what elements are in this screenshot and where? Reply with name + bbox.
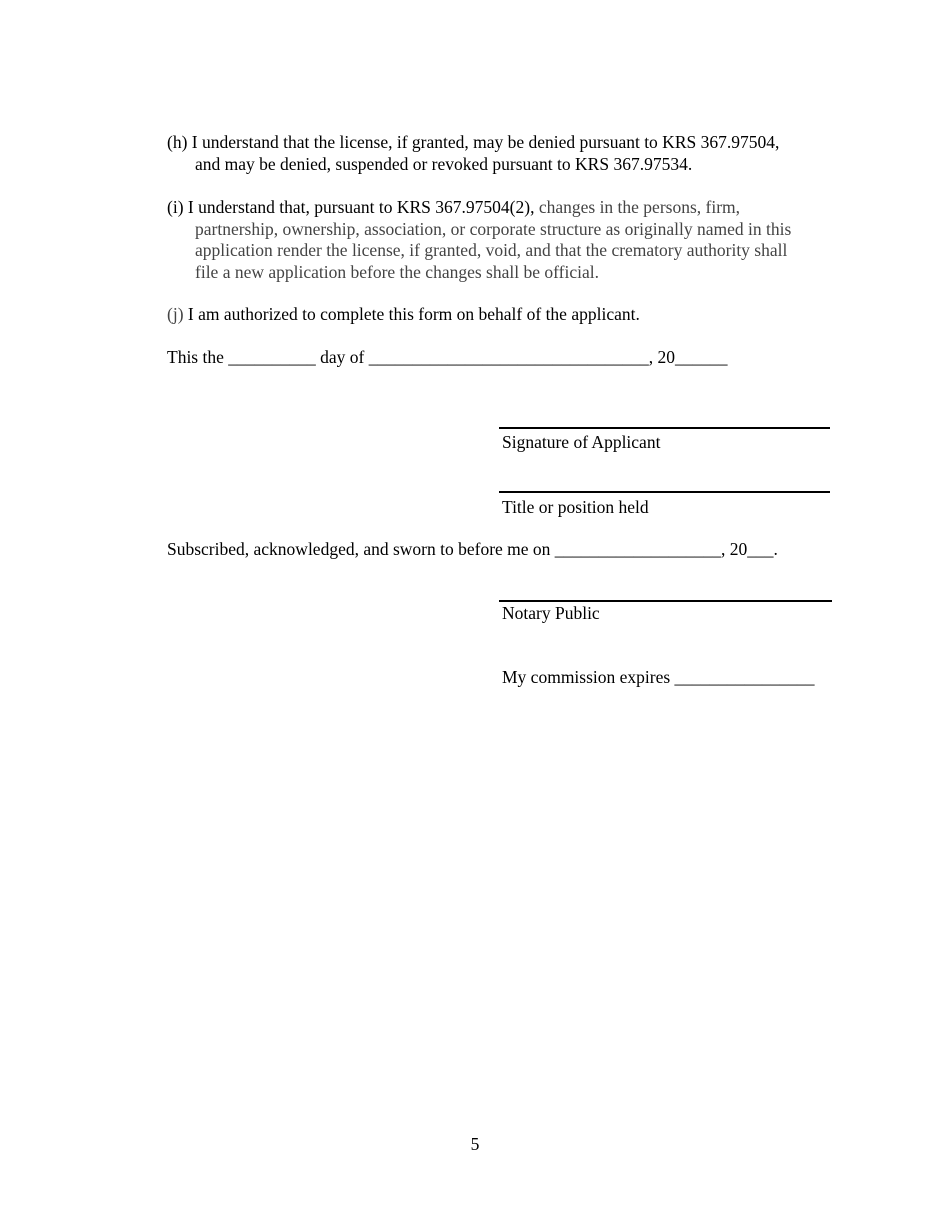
item-h-line-2: and may be denied, suspended or revoked pursuant to KRS 367.97534. bbox=[195, 153, 693, 174]
item-j-prefix: (j) bbox=[167, 304, 184, 324]
item-i-line-1-start: (i) I understand that, pursuant to KRS 367.97504(2), bbox=[167, 197, 535, 217]
item-i-line-3: application render the license, if granted, void, and that the crematory authority shall bbox=[195, 240, 788, 260]
item-j-text: I am authorized to complete this form on behalf of the applicant. bbox=[183, 304, 640, 324]
page-number: 5 bbox=[470, 1134, 480, 1154]
commission-expires-line[interactable]: My commission expires ________________ bbox=[502, 667, 815, 687]
date-line[interactable]: This the __________ day of ________________________________, 20______ bbox=[167, 347, 728, 367]
item-i-line-1-end: changes in the persons, firm, bbox=[534, 197, 741, 217]
item-j-line bbox=[167, 304, 837, 326]
sworn-line[interactable]: Subscribed, acknowledged, and sworn to before me on ___________________, 20___. bbox=[167, 539, 778, 559]
notary-public-label: Notary Public bbox=[502, 603, 600, 623]
notary-signature-rule[interactable] bbox=[499, 600, 832, 602]
item-i-line-4: file a new application before the changes shall be official. bbox=[195, 261, 599, 282]
item-i-line-1 bbox=[167, 197, 837, 219]
item-h-line-1: (h) I understand that the license, if granted, may be denied pursuant to KRS 367.97504, bbox=[167, 132, 780, 152]
item-i bbox=[167, 197, 837, 283]
item-i-line-2: partnership, ownership, association, or corporate structure as originally named in this bbox=[195, 218, 792, 239]
item-h bbox=[167, 132, 837, 175]
applicant-signature-label: Signature of Applicant bbox=[502, 432, 661, 452]
title-position-label: Title or position held bbox=[502, 497, 649, 517]
applicant-signature-rule[interactable] bbox=[499, 427, 830, 429]
item-j bbox=[167, 304, 837, 326]
title-position-rule[interactable] bbox=[499, 491, 830, 493]
